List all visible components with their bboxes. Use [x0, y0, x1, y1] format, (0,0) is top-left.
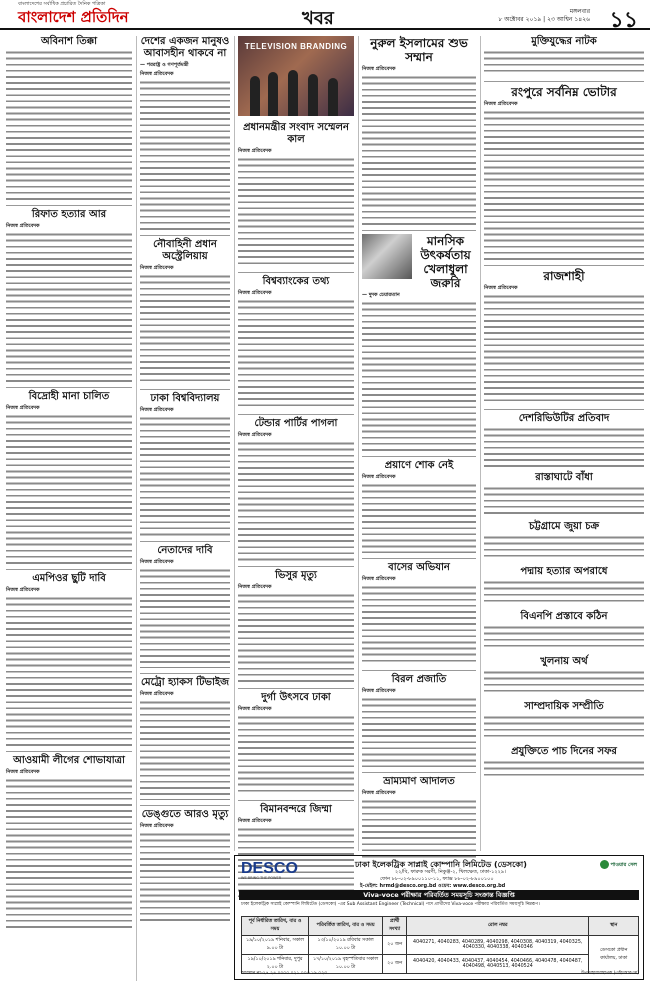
article: [6, 755, 132, 928]
article: [484, 521, 644, 561]
article-subhead: — দুদক চেয়ারম্যান: [362, 292, 400, 298]
article-headline: বিদ্রোহী মানা চালিত: [28, 391, 110, 402]
article: [238, 418, 354, 561]
article-byline: নিজস্ব প্রতিবেদক: [140, 407, 174, 413]
logo-text: বাংলাদেশ প্রতিদিন: [18, 8, 129, 26]
article-byline: নিজস্ব প্রতিবেদক: [362, 474, 396, 480]
ad-phone: ফোন ৮৮-০২-৮৯০০১১০-১১, ফ্যাক্স ৮৮-০২-৮৯০০১০০: [380, 876, 494, 882]
article-byline: নিজস্ব প্রতিবেদক: [6, 769, 40, 775]
article: [238, 692, 354, 795]
date: ৮ অক্টোবর ২০১৯ | ২৩ আশ্বিন ১৪২৬: [498, 16, 590, 23]
column-e: [484, 36, 644, 785]
article-headline: আওয়ামী লীগের শোভাযাত্রা: [13, 755, 125, 766]
article-headline: বিএনপি প্রস্তাবে কঠিন: [520, 611, 608, 622]
article: [238, 570, 354, 683]
col-header: রোল নম্বর: [407, 917, 589, 936]
article-byline: নিজস্ব প্রতিবেদক: [140, 71, 174, 77]
power-cell-icon: [600, 860, 609, 869]
article: [484, 85, 644, 260]
old-date: ১৯/১০/২০১৯ শনিবার, দুপুর ২.০০ টা: [242, 955, 309, 974]
article: [484, 611, 644, 651]
article-byline: নিজস্ব প্রতিবেদক: [140, 559, 174, 565]
article-byline: নিজস্ব প্রতিবেদক: [6, 223, 40, 229]
article-byline: নিজস্ব প্রতিবেদক: [484, 285, 518, 291]
article-byline: নিজস্ব প্রতিবেদক: [362, 790, 396, 796]
article: [140, 809, 230, 922]
article: [6, 36, 132, 200]
article-headline: দেশরিভিউটির প্রতিবাদ: [518, 413, 610, 424]
portrait-photo: [362, 234, 412, 279]
column-divider: [480, 36, 481, 851]
weekday: মঙ্গলবার: [569, 8, 590, 15]
article-headline: প্রধানমন্ত্রীর সংবাদ সম্মেলন কাল: [243, 122, 349, 145]
desco-logo: DESCO: [241, 860, 298, 877]
ad-email: ই-মেইল: hrmd@desco.org.bd ওয়েব: www.desco.org.bd: [360, 883, 506, 889]
new-date: ১৩/১০/২০১৯ রবিবার সকাল ১০.০০ টা: [308, 936, 382, 955]
col-header: স্থান: [589, 917, 639, 936]
col-header: পরিবর্তিত তারিখ, বার ও সময়: [308, 917, 382, 936]
event-photo: [238, 36, 354, 116]
article: [6, 573, 132, 746]
article-headline: রাজশাহী: [543, 269, 585, 283]
article-headline: নৌবাহিনী প্রধান অস্ট্রেলিয়ায়: [153, 239, 217, 262]
article: [6, 391, 132, 564]
ad-intro: ঢাকা ইলেকট্রিক সাপ্লাই কোম্পানি লিমিটেড (ডেসকো) -এর Sub Assistant Engineer (Technical) পদে প্রার্থীদের Viva-voce পরীক্ষার পরিবর্তিত সময়সূচি নিম্নরূপ।: [241, 902, 540, 907]
desco-tagline: WE BRING THE POWER: [241, 876, 282, 880]
article: [484, 746, 644, 780]
column-b: [140, 36, 230, 927]
article-headline: নেতাদের দাবি: [157, 545, 213, 556]
column-divider: [234, 36, 235, 851]
article-headline: মেট্রো হ্যাকস টিভাইজ: [140, 677, 230, 688]
article-headline: ঢাকা বিশ্ববিদ্যালয়: [150, 393, 220, 404]
article: [362, 562, 476, 665]
article-headline: বাসের অভিযান: [388, 562, 450, 573]
article-byline: নিজস্ব প্রতিবেদক: [238, 818, 272, 824]
article-headline: মানসিক উৎকর্ষতায় খেলাধুলা জরুরি: [420, 234, 471, 290]
article-byline: নিজস্ব প্রতিবেদক: [362, 688, 396, 694]
article-headline: পদ্মায় হত্যার অপরাধে: [520, 566, 608, 577]
ad-signatory: উপ-মহাব্যবস্থাপক (এইচআরএম): [581, 971, 639, 976]
newspaper-logo: [18, 1, 129, 31]
article: [140, 239, 230, 384]
article-headline: ডেঙ্গুতে আরও মৃত্যু: [141, 809, 229, 820]
article-byline: নিজস্ব প্রতিবেদক: [6, 587, 40, 593]
article-headline: টেন্ডার পার্টির পাগলা: [254, 418, 338, 429]
article-headline: বিমানবন্দরে জিম্মা: [260, 804, 332, 815]
old-date: ১৯/১০/২০১৯ শনিবার, সকাল ৯.০০ টা: [242, 936, 309, 955]
column-d: [362, 36, 476, 864]
article: [484, 656, 644, 696]
ad-ref: আরমান নং-২৭.২৪.০০০০.০২১.০০৩.১৯.০২৩: [241, 971, 328, 976]
article-byline: নিজস্ব প্রতিবেদক: [484, 101, 518, 107]
article-byline: নিজস্ব প্রতিবেদক: [140, 265, 174, 271]
article-byline: নিজস্ব প্রতিবেদক: [140, 823, 174, 829]
article-byline: নিজস্ব প্রতিবেদক: [362, 576, 396, 582]
col-header: পূর্ব নির্ধারিত তারিখ, বার ও সময়: [242, 917, 309, 936]
article-byline: নিজস্ব প্রতিবেদক: [238, 584, 272, 590]
article-headline: মুক্তিযুদ্ধের নাটক: [531, 36, 597, 47]
column-c: [238, 122, 354, 902]
roll-numbers: 4040420, 4040433, 4040437, 4040454, 4040466, 4040478, 4040487, 4040498, 4040513, 4040524: [407, 955, 589, 974]
article: [238, 276, 354, 409]
article-byline: নিজস্ব প্রতিবেদক: [362, 66, 396, 72]
article-headline: প্রযুক্তিতে পাচ দিনের সফর: [511, 746, 617, 757]
masthead: [0, 0, 650, 33]
article: [484, 566, 644, 606]
desco-advertisement: [234, 855, 644, 980]
article-byline: নিজস্ব প্রতিবেদক: [6, 405, 40, 411]
article-headline: নুরুল ইসলামের শুভ সম্মান: [370, 36, 468, 64]
article-headline: বিরল প্রজাতি: [391, 674, 447, 685]
roll-numbers: 4040271, 4040283, 4040289, 4040298, 4040308, 4040319, 4040325, 4040330, 4040338, 4040346: [407, 936, 589, 955]
article: [484, 269, 644, 404]
article: [362, 674, 476, 767]
article: [362, 36, 476, 225]
article-headline: প্রয়াণে শোক নেই: [384, 460, 454, 471]
article: [362, 460, 476, 553]
page-number: ১১: [609, 7, 638, 33]
article-headline: বিশ্বব্যাংকের তথ্য: [262, 276, 330, 287]
table-row: [242, 936, 639, 955]
dateline: [498, 8, 590, 24]
candidate-count: ২০ জন: [383, 955, 407, 974]
photo-banner: TELEVISION BRANDING: [244, 42, 348, 51]
article-headline: ভ্রাম্যমাণ আদালত: [383, 776, 455, 787]
article-subhead: — পররাষ্ট্র ও গণপূর্তমন্ত্রী: [140, 62, 189, 68]
article-headline: খুলনায় অর্থ: [540, 656, 588, 667]
article-headline: এমপিওর ছুটি দাবি: [32, 573, 106, 584]
article: [484, 36, 644, 76]
article-headline: সাম্প্রদায়িক সম্প্রীতি: [524, 701, 604, 712]
article: [484, 413, 644, 467]
column-divider: [358, 36, 359, 851]
ad-address: ২২/বি, ফারুক সরণী, নিকুঞ্জ-২, খিলক্ষেত, ঢাকা-১২২৯।: [395, 869, 506, 875]
article-byline: নিজস্ব প্রতিবেদক: [238, 148, 272, 154]
schedule-table: [241, 916, 639, 974]
article-headline: রিফাত হত্যার আর: [31, 209, 107, 220]
article: [484, 472, 644, 516]
article-headline: অবিনাশ তিক্কা: [41, 36, 97, 47]
logo-tagline: বাংলাদেশের সর্বাধিক প্রচারিত দৈনিক পত্রিকা: [18, 1, 106, 7]
article: [362, 776, 476, 859]
article-headline: রাস্তাঘাটে বাঁধা: [535, 472, 593, 483]
venue: ডেসকো প্রধান কার্যালয়, ঢাকা: [589, 936, 639, 974]
ad-company: ঢাকা ইলেকট্রিক সাপ্লাই কোম্পানি লিমিটেড (ডেসকো): [355, 860, 527, 869]
article: [140, 36, 230, 230]
column-divider: [136, 36, 137, 981]
article-headline: দেশের একজন মানুষও আবাসহীন থাকবে না: [140, 36, 230, 59]
article: [238, 122, 354, 267]
article-headline: ভিসুর মৃত্যু: [275, 570, 317, 581]
article: [140, 677, 230, 800]
article-byline: নিজস্ব প্রতিবেদক: [238, 706, 272, 712]
col-header: প্রার্থী সংখ্যা: [383, 917, 407, 936]
article: [6, 209, 132, 382]
candidate-count: ২০ জন: [383, 936, 407, 955]
article-byline: নিজস্ব প্রতিবেদক: [140, 691, 174, 697]
ad-footer: [241, 970, 639, 977]
article: [484, 701, 644, 741]
article-byline: নিজস্ব প্রতিবেদক: [238, 290, 272, 296]
ad-title: Viva-voce পরীক্ষার পরিবর্তিত সময়সূচি সংক্রান্ত বিজ্ঞপ্তি: [239, 890, 639, 900]
power-cell-badge: পাওয়ার সেল: [600, 860, 637, 870]
article: [140, 393, 230, 536]
article: [140, 545, 230, 668]
article-headline: রংপুরে সর্বনিম্ন ভোটার: [511, 85, 617, 99]
article-headline: দুর্গা উৎসবে ঢাকা: [261, 692, 331, 703]
article-headline: চট্টগ্রামে জুয়া চক্র: [528, 521, 600, 532]
column-a: [6, 36, 132, 933]
article-byline: নিজস্ব প্রতিবেদক: [238, 432, 272, 438]
section-title: খবর: [302, 8, 334, 29]
new-date: ১৭/১০/২০১৯ বৃহস্পতিবার সকাল ১০.০০ টা: [308, 955, 382, 974]
